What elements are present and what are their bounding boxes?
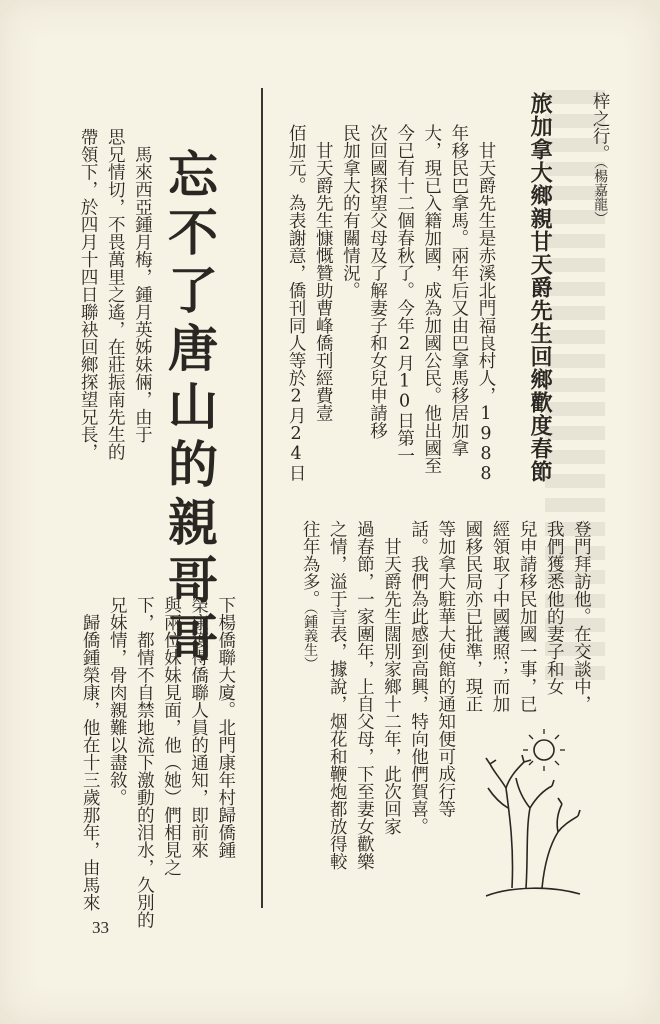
- text-line: 話。我們為此感到高興，特向他們賀喜。: [408, 520, 429, 835]
- left-article-body-top: [74, 128, 155, 461]
- text-line: 今已有十二個春秋了。今年2月10日第一: [394, 124, 415, 464]
- text-line: 榮康獲得僑聯人員的通知，即前來: [188, 596, 209, 859]
- text-line: 大，現已入籍加國，成為加國公民。他出國至: [421, 124, 442, 474]
- text-line: 過春節，一家團年，上自父母，下至妻女歡樂: [354, 520, 375, 870]
- previous-article-author: （楊嘉龍）: [592, 162, 609, 225]
- text-line: 與兩位妹妹見面，他（她）們相見之: [161, 596, 182, 876]
- text-line: 佰加元。為表謝意，僑刊同人等於2月24日: [286, 124, 307, 482]
- text-line: 兄妹情，骨肉親難以盡敘。: [107, 596, 128, 806]
- text-line: 思兄情切，不畏萬里之遙，在莊振南先生的: [105, 128, 126, 461]
- text-line: 等加拿大駐華大使館的通知便可成行等: [435, 520, 456, 818]
- text-line: 下，都情不自禁地流下激動的泪水，久別的: [134, 596, 155, 929]
- left-article-body-bottom: [76, 596, 239, 929]
- page-number: 33: [92, 918, 109, 937]
- text-line: 之情，溢于言表，據說，烟花和鞭炮都放得較: [327, 520, 348, 870]
- article-title-right: 旅加拿大鄉親甘天爵先生回鄉歡度春節: [527, 92, 553, 483]
- text-line: 往年為多。: [300, 520, 321, 608]
- tree-sun-illustration-icon: [482, 728, 582, 898]
- text-line: 民加拿大的有關情況。: [340, 124, 361, 299]
- text-line: 馬來西亞鍾月梅，鍾月英姊妹倆，由于: [132, 128, 153, 443]
- previous-article-ending: [586, 92, 613, 225]
- text-line: 帶領下，於四月十四日聯袂回鄉探望兄長，: [78, 128, 99, 461]
- text-line: 甘天爵先生慷慨贊助曹峰僑刊經費壹: [313, 124, 334, 422]
- column-divider: [261, 88, 263, 908]
- text-line: 經領取了中國護照；而加: [490, 520, 510, 713]
- text-line: 兒申請移民加國一事，已: [517, 520, 538, 713]
- previous-article-text: 梓之行。: [590, 92, 611, 162]
- text-line: 歸僑鍾榮康，他在十三歲那年，由馬來: [80, 596, 101, 911]
- text-line: 甘天爵先生是赤溪北門福良村人，1988: [476, 124, 496, 484]
- article-body-top: [282, 124, 499, 504]
- article-author: （鍾義生）: [302, 607, 319, 671]
- text-line: 年移民巴拿馬。兩年后又由巴拿馬移居加拿: [448, 124, 469, 457]
- text-line: 我們獲悉他的妻子和女: [544, 520, 565, 695]
- text-line: 甘天爵先生闊別家鄉十二年，此次回家: [381, 520, 402, 835]
- text-line: 次回國探望父母及了解妻子和女兒申請移: [367, 124, 388, 439]
- article-title-left: 忘不了唐山的親哥哥: [160, 148, 219, 670]
- text-line: 國移民局亦已批準，現正: [462, 520, 483, 713]
- text-line: 下楊僑聯大廈。北門康年村歸僑鍾: [215, 596, 236, 859]
- text-line: 登門拜訪他。在交談中，: [571, 520, 592, 713]
